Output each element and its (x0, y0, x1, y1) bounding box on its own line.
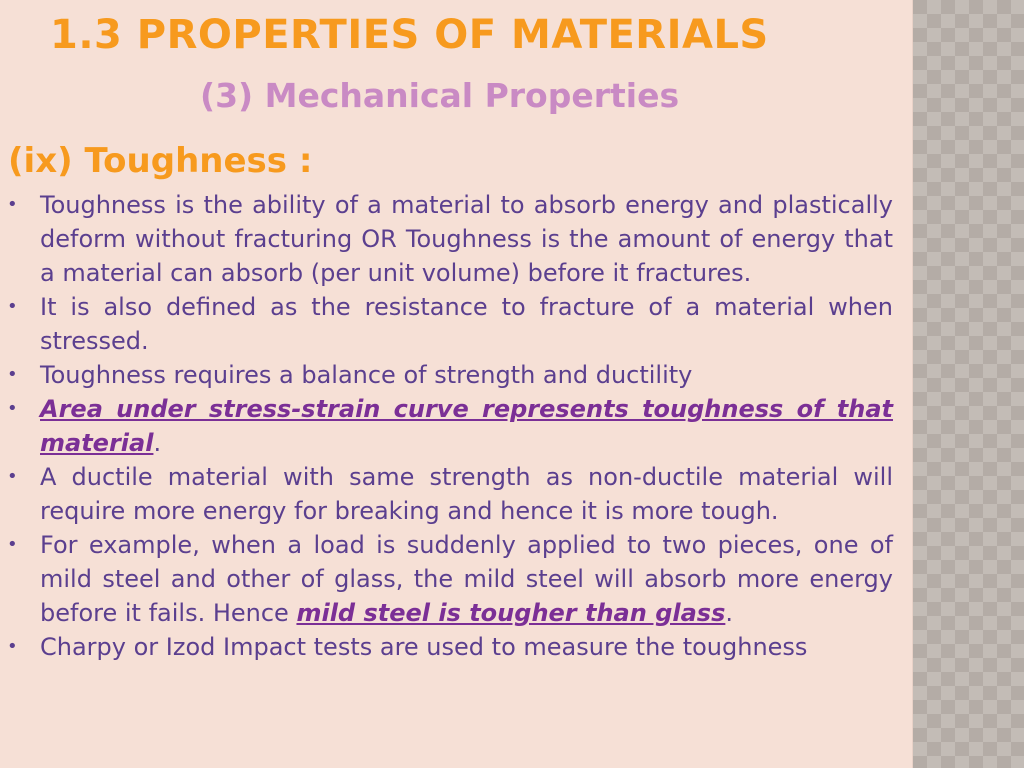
emphasized-statement: Area under stress-strain curve represents toughness of that material (40, 395, 893, 457)
bullet-text: For example, when a load is suddenly applied to two pieces, one of mild steel and other of glass, the mild steel will absorb more energy before it fails. Hence (40, 531, 893, 627)
bullet-icon: • (7, 466, 18, 487)
bullet-item (0, 290, 893, 358)
bullet-text: It is also defined as the resistance to fracture of a material when stressed. (40, 293, 893, 355)
bullet-text-suffix: . (153, 429, 162, 457)
bullet-item (0, 460, 893, 528)
bullet-item (0, 358, 893, 392)
bullet-text: Toughness requires a balance of strength and ductility (40, 361, 693, 389)
section-heading: (ix) Toughness : (8, 141, 313, 181)
bullet-text: A ductile material with same strength as non-ductile material will require more energy for breaking and hence it is more tough. (40, 463, 893, 525)
slide-subtitle: (3) Mechanical Properties (200, 76, 680, 115)
emphasized-statement: mild steel is tougher than glass (296, 599, 726, 627)
bullet-text: Toughness is the ability of a material to absorb energy and plastically deform without fracturing OR Toughness is the amount of energy that a material can absorb (per unit volume) before it fractures. (40, 191, 893, 287)
bullet-icon: • (7, 534, 18, 555)
decorative-side-pattern (913, 0, 1024, 768)
bullet-icon: • (7, 296, 18, 317)
bullet-item (0, 630, 893, 664)
bullet-icon: • (7, 194, 18, 215)
bullet-icon: • (7, 636, 18, 657)
bullet-item (0, 188, 893, 290)
bullet-text-suffix: . (725, 599, 733, 627)
bullet-text: Charpy or Izod Impact tests are used to measure the toughness (40, 633, 808, 661)
bullet-list (0, 188, 893, 664)
bullet-item (0, 528, 893, 630)
bullet-item (0, 392, 893, 460)
bullet-icon: • (7, 364, 18, 385)
bullet-icon: • (7, 398, 18, 419)
slide-title: 1.3 PROPERTIES OF MATERIALS (50, 12, 769, 58)
